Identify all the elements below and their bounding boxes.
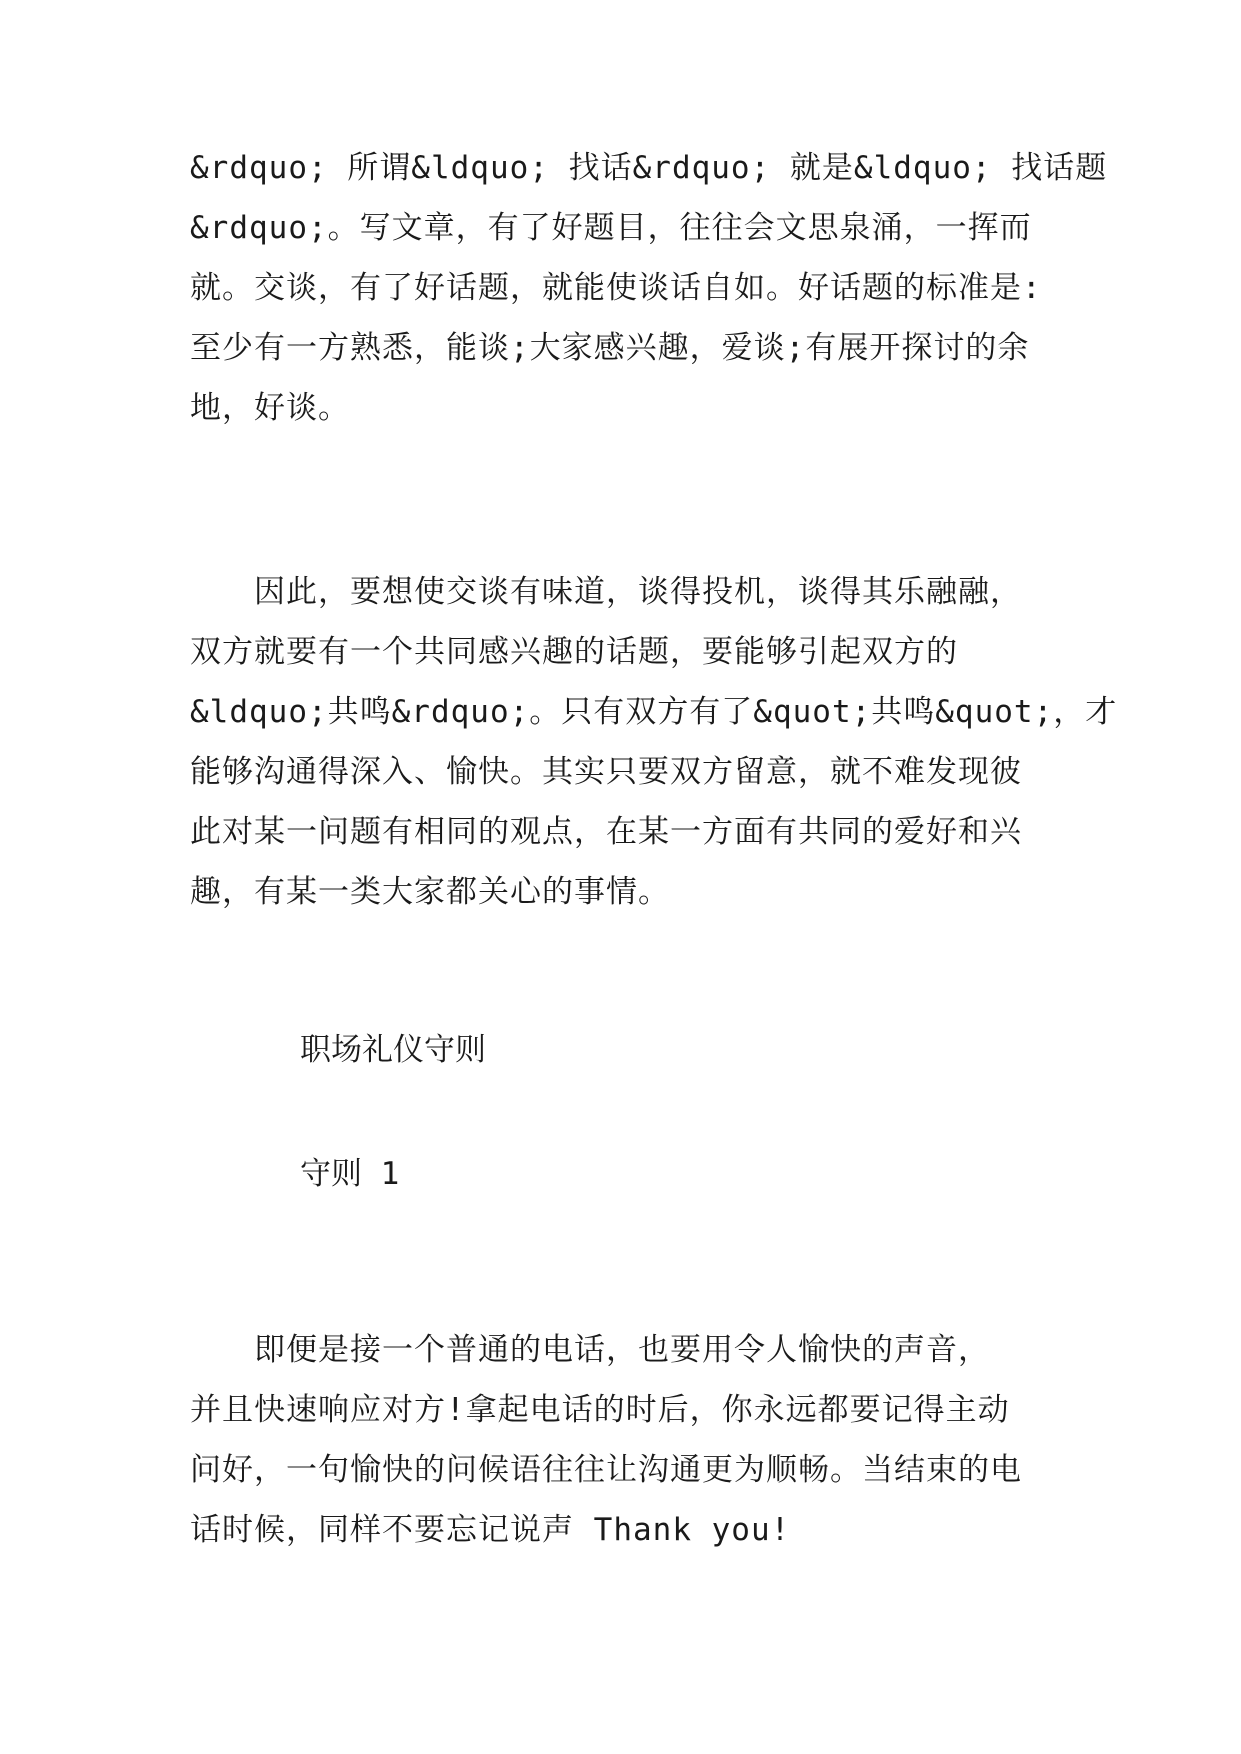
paragraph-finding-topics [190,138,1108,438]
paragraph-line: 问好，一句愉快的问候语往往让沟通更为顺畅。当结束的电 [190,1452,1022,1488]
paragraph-line: 就。交谈，有了好话题，就能使谈话自如。好话题的标准是: [190,270,1042,306]
paragraph-line: 地，好谈。 [190,390,350,426]
paragraph-line: &rdquo;。写文章，有了好题目，往往会文思泉涌，一挥而 [190,210,1032,246]
section-title: 职场礼仪守则 [300,1032,486,1068]
paragraph-line: &ldquo;共鸣&rdquo;。只有双方有了&quot;共鸣&quot;，才 [190,694,1118,730]
paragraph-line: 能够沟通得深入、愉快。其实只要双方留意，就不难发现彼 [190,754,1022,790]
paragraph-common-interest [190,562,1118,922]
paragraph-line: 话时候，同样不要忘记说声 Thank you! [190,1512,791,1548]
paragraph-line: 至少有一方熟悉，能谈;大家感兴趣，爱谈;有展开探讨的余 [190,330,1030,366]
paragraph-telephone-etiquette [190,1320,1050,1560]
rule-title: 守则 1 [300,1156,400,1192]
paragraph-line: 并且快速响应对方!拿起电话的时后，你永远都要记得主动 [190,1392,1010,1428]
paragraph-line: 此对某一问题有相同的观点，在某一方面有共同的爱好和兴 [190,814,1022,850]
paragraph-line: 双方就要有一个共同感兴趣的话题，要能够引起双方的 [190,634,958,670]
paragraph-line: 即便是接一个普通的电话，也要用令人愉快的声音， [190,1332,990,1368]
paragraph-line: &rdquo; 所谓&ldquo; 找话&rdquo; 就是&ldquo; 找话题 [190,150,1108,186]
paragraph-line: 因此，要想使交谈有味道，谈得投机，谈得其乐融融， [190,574,1022,610]
paragraph-line: 趣，有某一类大家都关心的事情。 [190,874,670,910]
